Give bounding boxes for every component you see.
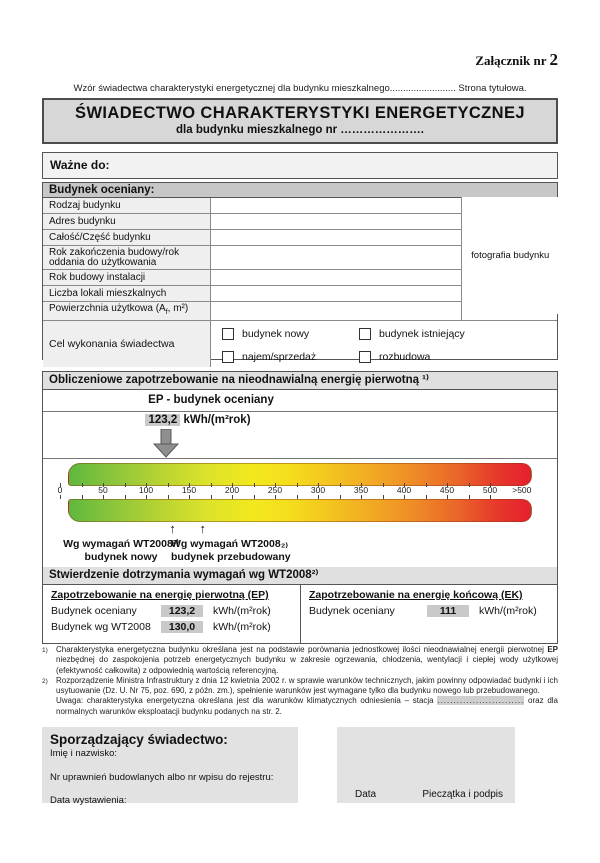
checkbox-icon[interactable] (222, 351, 234, 363)
checkbox-icon[interactable] (359, 351, 371, 363)
row-label: Całość/Część budynku (43, 230, 211, 245)
scale-tick-label: 50 (98, 485, 108, 495)
issuer-license-label[interactable]: Nr uprawnień budowlanych albo nr wpisu do rejestru: (50, 772, 274, 783)
building-photo-placeholder: fotografia budynku (461, 197, 559, 314)
row-label: Rok zakończenia budowy/rok oddania do użytkowania (43, 246, 211, 269)
checkbox-icon[interactable] (222, 328, 234, 340)
ep-name: EP - budynek oceniany (148, 394, 274, 406)
scale-tick (297, 483, 298, 487)
ep-wt2008-value: 130,0 (161, 621, 203, 633)
issue-date-label[interactable]: Data wystawienia: (50, 795, 127, 806)
building-address-field[interactable] (211, 214, 462, 229)
scale-tick (60, 495, 61, 499)
scale-tick (189, 495, 190, 499)
scale-tick-label: 450 (439, 485, 455, 495)
scale-tick (426, 495, 427, 499)
scale-tick (168, 483, 169, 487)
ep-value-row (43, 412, 557, 459)
signature-box (337, 727, 515, 803)
completion-year-field[interactable] (211, 246, 462, 269)
checkbox-new-building[interactable]: budynek nowy (222, 328, 309, 340)
scale-tick (254, 495, 255, 499)
wt-new-label: Wg wymagań WT2008²⁾ budynek nowy (63, 538, 179, 563)
scale-tick-label: >500 (512, 485, 532, 495)
scale-tick (426, 483, 427, 487)
compliance-body (43, 585, 557, 643)
scale-tick (318, 495, 319, 499)
ep-compliance-title: Zapotrzebowanie na energię pierwotną (EP) (51, 589, 269, 601)
ek-assessed-value: 111 (427, 605, 469, 617)
energy-scale-bar-top (68, 463, 532, 486)
ep-section-header: Obliczeniowe zapotrzebowanie na nieodnawialną energię pierwotną ¹⁾ (43, 372, 557, 390)
date-label: Data (355, 789, 377, 800)
scale-tick-label: 350 (353, 485, 369, 495)
scale-tick (275, 495, 276, 499)
purpose-options (211, 321, 557, 367)
row-label: Rok budowy instalacji (43, 270, 211, 285)
ep-assessed-value: 123,2 (161, 605, 203, 617)
issuer-name-label[interactable]: Imię i nazwisko: (50, 748, 118, 759)
footnote-1: 1) Charakterystyka energetyczna budynku określana jest na podstawie porównania jednostkowej ilości nieodnawialnej energii pierwotnej EP niezbędnej do zaspokojenia potrzeb energetycznych budynku w zakresie ogrzewania, chłodzenia, wentylacji i ciepłej wody użytkowej (efektywność całkowita) z odpowiednią wartością referencyjną. (42, 645, 558, 675)
attachment-number: 2 (549, 50, 558, 69)
usable-area-field[interactable] (211, 302, 462, 320)
scale-tick (232, 495, 233, 499)
checkbox-icon[interactable] (359, 328, 371, 340)
building-table-header: Budynek oceniany: (43, 183, 557, 198)
scale-tick (82, 483, 83, 487)
certificate-subtitle: dla budynku mieszkalnego nr …………………. (176, 124, 424, 136)
compliance-row: Budynek oceniany 123,2 kWh/(m²rok) (51, 605, 271, 617)
energy-scale-bar-bottom (68, 499, 532, 522)
scale-tick (146, 495, 147, 499)
stamp-signature-label: Pieczątka i podpis (422, 789, 503, 800)
scale-tick (490, 495, 491, 499)
scale-tick (469, 495, 470, 499)
scale-tick-label: 100 (138, 485, 154, 495)
scale-tick (404, 495, 405, 499)
building-type-field[interactable] (211, 198, 462, 213)
dwelling-count-field[interactable] (211, 286, 462, 301)
issuer-box (42, 727, 298, 806)
scale-tick-label: 250 (267, 485, 283, 495)
ep-marker-arrow-icon (153, 429, 179, 458)
scale-tick (103, 495, 104, 499)
row-label: Rodzaj budynku (43, 198, 211, 213)
compliance-header: Stwierdzenie dotrzymania wymagań wg WT2008²⁾ (43, 567, 557, 585)
scale-tick (340, 483, 341, 487)
checkbox-rent-sale[interactable]: najem/sprzedaż (222, 351, 316, 363)
scale-tick (383, 495, 384, 499)
building-table (42, 182, 558, 363)
scale-tick (125, 495, 126, 499)
scale-tick (211, 483, 212, 487)
row-label: Powierzchnia użytkowa ($A_f$, m²) (43, 302, 211, 320)
scale-tick (447, 495, 448, 499)
scale-tick (340, 495, 341, 499)
scale-tick (383, 483, 384, 487)
attachment-label (475, 50, 558, 70)
ek-compliance-title: Zapotrzebowanie na energię końcową (EK) (309, 589, 523, 601)
ep-section (42, 371, 558, 644)
ep-scale-chart (43, 459, 557, 567)
scale-tick (168, 495, 169, 499)
station-blank-field[interactable]: ........................... (437, 696, 525, 706)
ep-name-row (43, 390, 557, 412)
wt-new-marker-arrow-icon: ↑ (169, 521, 176, 536)
ep-value: 123,2 (145, 414, 180, 426)
scale-tick (361, 495, 362, 499)
footnotes (42, 645, 558, 717)
scale-tick (82, 495, 83, 499)
ep-unit: kWh/(m²rok) (183, 414, 251, 426)
row-label: Adres budynku (43, 214, 211, 229)
purpose-row (43, 321, 557, 367)
footnote-2: 2) Rozporządzenie Ministra Infrastruktury z dnia 12 kwietnia 2002 r. w sprawie warunków technicznych, jakim powinny odpowiadać budynki i ich usytuowanie (Dz. U. Nr 75, poz. 690, z późn. zm.), spełnienie warunków jest wymagane tylko dla budynku nowego lub przebudowanego. (42, 675, 558, 696)
compliance-row: Budynek wg WT2008 130,0 kWh/(m²rok) (51, 621, 271, 633)
valid-until-label: Ważne do: (50, 158, 110, 172)
scale-tick-label: 200 (224, 485, 240, 495)
scale-tick-label: 300 (310, 485, 326, 495)
whole-part-field[interactable] (211, 230, 462, 245)
valid-until-box[interactable] (42, 152, 558, 179)
compliance-row: Budynek oceniany 111 kWh/(m²rok) (309, 605, 537, 617)
checkbox-extension[interactable]: rozbudowa (359, 351, 430, 363)
scale-tick (297, 495, 298, 499)
scale-tick (469, 483, 470, 487)
scale-tick (211, 495, 212, 499)
scale-tick (125, 483, 126, 487)
certificate-title: ŚWIADECTWO CHARAKTERYSTYKI ENERGETYCZNEJ (75, 104, 525, 122)
climate-note: Uwaga: charakterystyka energetyczna określana jest dla warunków klimatycznych odniesienia – stacja ........................... oraz dla normalnych warunków eksploatacji budynku podanych na str. 2. (56, 696, 558, 716)
installation-year-field[interactable] (211, 270, 462, 285)
checkbox-existing-building[interactable]: budynek istniejący (359, 328, 465, 340)
scale-tick-label: 500 (482, 485, 498, 495)
wt-rebuilt-label: Wg wymagań WT2008₂₎ budynek przebudowany (171, 538, 291, 563)
wt-rebuilt-marker-arrow-icon: ↑ (199, 521, 206, 536)
scale-tick (254, 483, 255, 487)
certificate-title-box (42, 98, 558, 144)
scale-tick-label: 400 (396, 485, 412, 495)
row-label: Liczba lokali mieszkalnych (43, 286, 211, 301)
attachment-prefix: Załącznik nr (475, 53, 547, 68)
ep-compliance-column (43, 585, 301, 643)
ep-value-line (43, 412, 353, 426)
purpose-label: Cel wykonania świadectwa (43, 321, 211, 367)
issuer-header: Sporządzający świadectwo: (50, 732, 228, 747)
ek-compliance-column (301, 585, 557, 643)
form-subtitle: Wzór świadectwa charakterystyki energetycznej dla budynku mieszkalnego......................... Strona tytułowa. (73, 83, 527, 94)
scale-tick-label: 0 (57, 485, 63, 495)
scale-tick-label: 150 (181, 485, 197, 495)
